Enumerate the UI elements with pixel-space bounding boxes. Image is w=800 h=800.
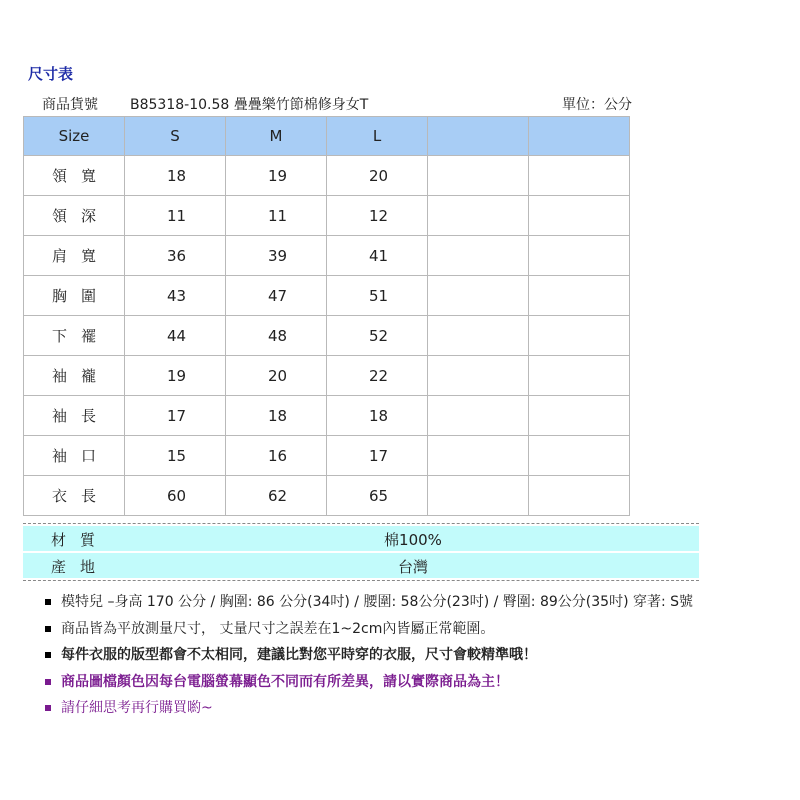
note-item [45,695,795,722]
note-text: 每件衣服的版型都會不太相同，建議比對您平時穿的衣服，尺寸會較精準哦！ [61,647,537,663]
table-cell [428,236,529,276]
table-cell: 12 [327,196,428,236]
table-cell [529,396,630,436]
header-cell-s: S [125,117,226,156]
note-item [45,642,795,669]
table-cell [428,396,529,436]
header-cell-empty [529,117,630,156]
table-row [24,276,630,316]
note-text: 商品圖檔顏色因每台電腦螢幕顯色不同而有所差異，請以實際商品為主！ [61,673,509,690]
table-row [24,356,630,396]
table-cell [529,316,630,356]
table-cell [529,196,630,236]
table-cell [428,276,529,316]
note-text: 請仔細思考再行購買喲~ [61,700,213,716]
table-cell: 11 [125,196,226,236]
table-cell: 36 [125,236,226,276]
notes-list [45,589,795,722]
table-cell: 17 [125,396,226,436]
bullet-icon [45,652,51,658]
table-cell [428,196,529,236]
table-cell: 19 [125,356,226,396]
table-row [24,316,630,356]
table-cell [529,236,630,276]
bullet-icon [45,705,51,711]
table-cell [529,476,630,516]
table-cell [529,436,630,476]
row-label: 肩寬 [24,236,125,276]
note-item [45,589,795,616]
row-label: 袖口 [24,436,125,476]
table-cell: 18 [327,396,428,436]
size-table [23,116,630,516]
table-row [24,396,630,436]
origin-row [23,553,699,578]
table-cell: 41 [327,236,428,276]
table-cell [428,356,529,396]
table-cell: 20 [327,156,428,196]
table-cell: 16 [226,436,327,476]
table-cell: 11 [226,196,327,236]
product-code-label: 商品貨號 [42,97,98,113]
page-title: 尺寸表 [28,65,74,83]
header-cell-empty [428,117,529,156]
table-cell [529,156,630,196]
table-row [24,436,630,476]
table-cell: 43 [125,276,226,316]
table-cell: 47 [226,276,327,316]
header-cell-size: Size [24,117,125,156]
table-row [24,196,630,236]
bullet-icon [45,626,51,632]
table-cell [428,156,529,196]
row-label: 袖長 [24,396,125,436]
table-row [24,236,630,276]
table-cell: 44 [125,316,226,356]
row-label: 袖襱 [24,356,125,396]
table-cell: 39 [226,236,327,276]
origin-label: 產地 [51,558,110,576]
material-row [23,526,699,551]
bullet-icon [45,599,51,605]
table-cell: 62 [226,476,327,516]
material-label: 材質 [51,531,110,549]
header-cell-l: L [327,117,428,156]
header-cell-m: M [226,117,327,156]
table-cell [529,276,630,316]
table-cell: 19 [226,156,327,196]
product-info [42,94,632,114]
material-value: 棉100% [384,531,442,549]
row-label: 衣長 [24,476,125,516]
note-item [45,669,795,696]
table-cell: 60 [125,476,226,516]
table-cell: 52 [327,316,428,356]
table-cell: 48 [226,316,327,356]
row-label: 下襬 [24,316,125,356]
row-label: 胸圍 [24,276,125,316]
table-cell [428,436,529,476]
note-text: 商品皆為平放測量尺寸， 丈量尺寸之誤差在1~2cm內皆屬正常範圍。 [61,620,495,637]
table-cell: 17 [327,436,428,476]
table-cell: 20 [226,356,327,396]
material-info [23,523,699,581]
bullet-icon [45,679,51,685]
table-header-row [24,117,630,156]
table-cell: 15 [125,436,226,476]
table-cell: 51 [327,276,428,316]
table-cell [529,356,630,396]
row-label: 領寬 [24,156,125,196]
table-cell: 65 [327,476,428,516]
row-label: 領深 [24,196,125,236]
table-cell [428,316,529,356]
table-row [24,476,630,516]
table-cell [428,476,529,516]
origin-value: 台灣 [397,558,428,576]
unit-label: 單位：公分 [562,97,632,113]
table-cell: 18 [125,156,226,196]
note-text: 模特兒 –身高 170 公分 / 胸圍: 86 公分(34吋) / 腰圍: 58公分(23吋) / 臀圍: 89公分(35吋) 穿著: S號 [61,594,694,610]
table-row [24,156,630,196]
table-cell: 22 [327,356,428,396]
product-code: B85318-10.58 疊疊樂竹節棉修身女T [130,97,369,113]
table-cell: 18 [226,396,327,436]
note-item [45,616,795,643]
